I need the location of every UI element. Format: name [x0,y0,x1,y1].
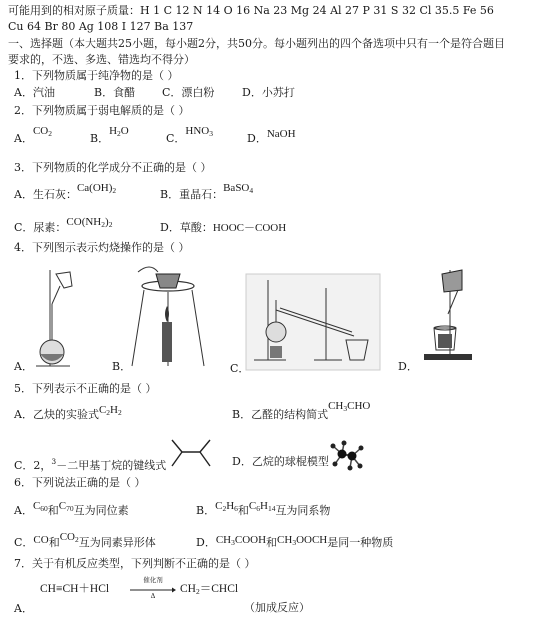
q6-option-a: A．$C_{60}$和$C_{70}$互为同位素 [14,500,129,517]
q5-stem: 5．下列表示不正确的是（ ） [14,382,157,395]
q6-option-c: C．CO和$CO_2$互为同素异形体 [14,531,156,549]
q3-option-b: B．重晶石：BaSO$_4$ [160,182,254,201]
q7-reaction-note: （加成反应） [244,601,310,614]
q2-option-c: C．$HNO_3$ [166,125,214,145]
section-title-1: 一、选择题（本大题共25小题，每小题2分，共50分。每小题列出的四个备选项中只有一个是符合题目 [8,37,505,50]
q1-option-b: B．食醋 [94,86,136,99]
q4-option-b: B． [112,360,132,373]
q3-stem: 3．下列物质的化学成分不正确的是（ ） [14,161,212,174]
q1-option-c: C．漂白粉 [162,86,215,99]
q2-option-d: D．NaOH [247,128,296,145]
q7-catalyst: 催化剂 [143,576,163,584]
q5-option-a: A．乙炔的实验式$C_2H_2$ [14,404,122,421]
q4-option-c: C． [230,362,250,375]
q2-option-a: A．$CO_2$ [14,125,52,145]
q1-option-a: A．汽油 [14,86,55,99]
apparatus-d-evaporation [414,264,474,364]
q4-stem: 4．下列图示表示灼烧操作的是（ ） [14,241,190,254]
apparatus-a-flask-filling [30,264,90,368]
q7-equation-left: CH≡CH＋HCl [40,583,110,595]
q1-option-d: D．小苏打 [242,86,295,99]
q7-heat: Δ [150,592,156,600]
q5-option-d: D．乙烷的球棍模型 [232,455,329,468]
atomic-mass-line-2: Cu 64 Br 80 Ag 108 I 127 Ba 137 [8,20,194,33]
section-title-2: 要求的，不选、多选、错选均不得分） [8,53,195,66]
q2-stem: 2．下列物质属于弱电解质的是（ ） [14,104,190,117]
q4-option-d: D． [398,360,418,373]
q1-stem: 1．下列物质属于纯净物的是（ ） [14,69,179,82]
apparatus-c-distillation [246,274,380,370]
q7-option-a: A． [14,602,33,615]
q4-option-a: A． [14,360,33,373]
ethane-ball-stick-model-icon [330,440,364,470]
q5-option-c: C．2，$^3$－二甲基丁烷的键线式 [14,457,167,472]
apparatus-b-crucible-tripod [128,266,208,370]
q7-equation-right: $CH_2=CHCl$ [180,583,239,596]
q7-stem: 7．关于有机反应类型，下列判断不正确的是（ ） [14,557,256,570]
q3-option-a: A．生石灰：$Ca(OH)_2$ [14,182,117,201]
q6-option-d: D．$CH_3COOH$和$CH_3OOCH$是同一种物质 [196,534,394,549]
q3-option-c: C．尿素：$CO(NH_2)_2$ [14,216,113,234]
q6-option-b: B．$C_2H_6$和$C_6H_{14}$互为同系物 [196,500,331,517]
q6-stem: 6．下列说法正确的是（ ） [14,476,146,489]
q3-option-d: D．草酸：HOOC－COOH [160,221,287,234]
dimethylbutane-skeletal-icon [170,438,212,468]
q2-option-b: B．$H_2O$ [90,125,129,145]
atomic-mass-line-1: 可能用到的相对原子质量：H 1 C 12 N 14 O 16 Na 23 Mg 24 Al 27 P 31 S 32 Cl 35.5 Fe 56 [8,4,494,17]
q5-option-b: B．乙醛的结构简式$CH_3CHO$ [232,400,371,421]
